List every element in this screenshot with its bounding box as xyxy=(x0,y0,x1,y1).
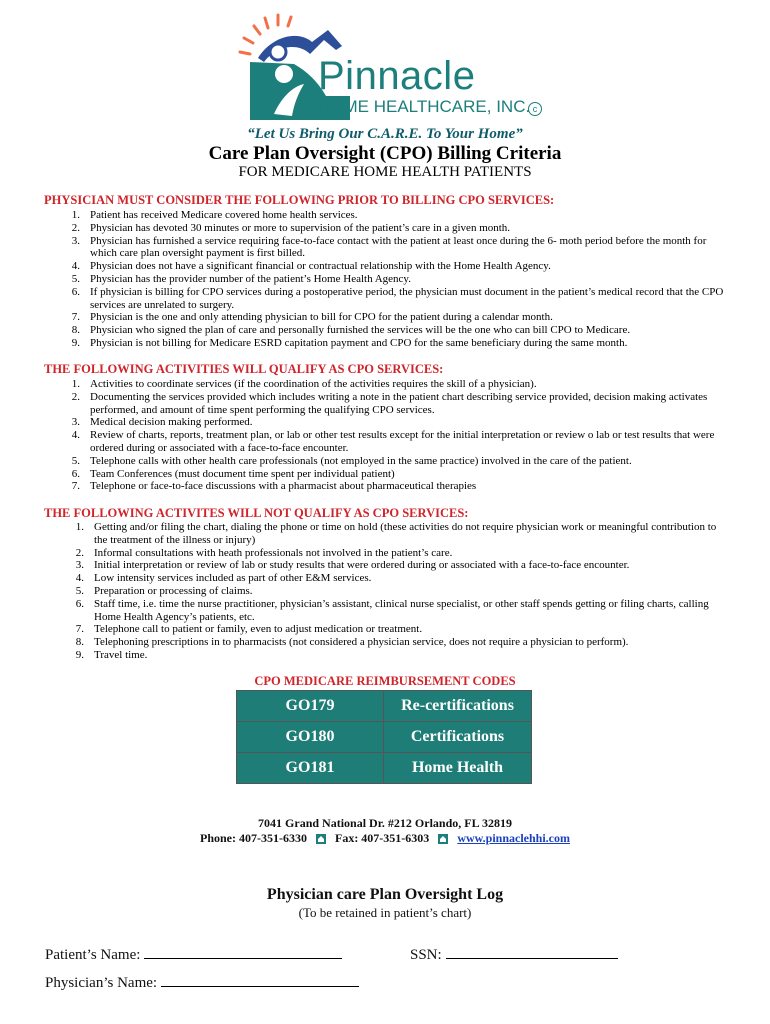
list-item: 6. Team Conferences (must document time spent per individual patient) xyxy=(71,467,395,480)
table-row xyxy=(237,722,532,753)
tagline: “Let Us Bring Our C.A.R.E. To Your Home” xyxy=(247,126,523,142)
list-item: 9. Travel time. xyxy=(75,648,148,661)
website-link[interactable]: www.pinnaclehhi.com xyxy=(457,831,570,845)
ssn-label: SSN: xyxy=(410,947,442,963)
physician-name-field xyxy=(45,972,359,992)
list-item: 7. Telephone call to patient or family, even to adjust medication or treatment. xyxy=(75,623,423,636)
list-item: 2. Informal consultations with heath professionals not involved in the patient’s care. xyxy=(75,546,453,559)
phone-number: Phone: 407-351-6330 xyxy=(199,831,307,845)
house-icon xyxy=(316,834,326,844)
list-item: 7. Physician is the one and only attending physician to bill for CPO for the patient during a calendar month. xyxy=(71,311,553,324)
logo-name: Pinnacle xyxy=(318,54,476,98)
list-item: 6. If physician is billing for CPO services during a postoperative period, the physician must document in the patient’s medical record that the CPO services are unrelated to surgery. xyxy=(71,285,724,311)
list-item: 5. Preparation or processing of claims. xyxy=(75,584,253,597)
list-item: 4. Review of charts, reports, treatment plan, or lab or other test results except for the initial interpretation or review o lab or test results that were ordered during or associated with a face-to-face encounter. xyxy=(71,429,715,454)
physician-name-blank[interactable] xyxy=(161,972,359,987)
table-row xyxy=(237,691,532,722)
patient-name-blank[interactable] xyxy=(144,944,342,959)
list-item: 3. Physician has furnished a service requiring face-to-face contact with the patient at least once during the 6- moth period before the month for which care plan oversight payment is first billed. xyxy=(71,234,707,260)
list-item: 1. Patient has received Medicare covered home health services. xyxy=(71,209,358,221)
section2-list xyxy=(66,378,726,493)
code-cell: GO181 xyxy=(237,753,384,784)
table-row xyxy=(237,753,532,784)
list-item: 3. Medical decision making performed. xyxy=(71,416,253,429)
list-item: 2. Physician has devoted 30 minutes or more to supervision of the patient’s care in a given month. xyxy=(71,221,511,234)
codes-table xyxy=(236,690,532,784)
page-title: Care Plan Oversight (CPO) Billing Criteria xyxy=(208,143,562,164)
code-description-cell: Home Health xyxy=(384,753,532,784)
contact-line xyxy=(0,831,770,846)
code-cell: GO180 xyxy=(237,722,384,753)
log-title: Physician care Plan Oversight Log xyxy=(266,886,504,903)
list-item: 9. Physician is not billing for Medicare ESRD capitation payment and CPO for the same beneficiary during the same month. xyxy=(71,336,628,349)
section1-heading: PHYSICIAN MUST CONSIDER THE FOLLOWING PRIOR TO BILLING CPO SERVICES: xyxy=(44,193,555,207)
code-cell: GO179 xyxy=(237,691,384,722)
list-item: 3. Initial interpretation or review of lab or study results that were ordered during or associated with a face-to-face encounter. xyxy=(75,559,630,572)
fax-number: Fax: 407-351-6303 xyxy=(334,831,430,845)
log-subtitle: (To be retained in patient’s chart) xyxy=(298,905,472,920)
section1-list xyxy=(66,209,726,350)
logo-subtitle: HOME HEALTHCARE, INC. xyxy=(318,97,531,116)
physician-name-label: Physician’s Name: xyxy=(45,975,158,991)
list-item: 5. Telephone calls with other health care professionals (not employed in the same practice) involved in the care of the patient. xyxy=(71,454,632,467)
list-item: 2. Documenting the services provided which includes writing a note in the patient chart describing service provided, decision making activates performed, and amount of time spent performing the qualifying CPO services. xyxy=(71,390,708,416)
page-subtitle: FOR MEDICARE HOME HEALTH PATIENTS xyxy=(238,164,532,180)
patient-name-label: Patient’s Name: xyxy=(45,947,141,963)
section2-heading: THE FOLLOWING ACTIVITIES WILL QUALIFY AS CPO SERVICES: xyxy=(44,362,444,376)
section3-heading: THE FOLLOWING ACTIVITES WILL NOT QUALIFY AS CPO SERVICES: xyxy=(44,506,469,520)
list-item: 7. Telephone or face-to-face discussions with a pharmacist about pharmaceutical therapies xyxy=(71,480,477,493)
list-item: 6. Staff time, i.e. time the nurse practitioner, physician’s assistant, clinical nurse specialist, or other staff spends getting or filing charts, calling Home Health Agency’s patients, etc. xyxy=(75,597,709,623)
list-item: 4. Low intensity services included as part of other E&M services. xyxy=(75,572,372,585)
list-item: 1. Getting and/or filing the chart, dialing the phone or time on hold (these activities do not require physician work or meaningful contribution to the treatment of the illness or injury) xyxy=(75,521,717,546)
list-item: 8. Telephoning prescriptions in to pharmacists (not considered a physician service, does not require a physician to perform). xyxy=(75,636,629,649)
house-icon xyxy=(438,834,448,844)
address: 7041 Grand National Dr. #212 Orlando, FL 32819 xyxy=(258,816,512,830)
patient-name-field xyxy=(45,944,342,964)
list-item: 8. Physician who signed the plan of care and personally furnished the services will be the one who can bill CPO to Medicare. xyxy=(71,324,631,337)
ssn-blank[interactable] xyxy=(446,944,618,959)
list-item: 4. Physician does not have a significant financial or contractual relationship with the Home Health Agency. xyxy=(71,260,551,273)
codes-heading: CPO MEDICARE REIMBURSEMENT CODES xyxy=(254,674,516,688)
code-description-cell: Certifications xyxy=(384,722,532,753)
code-description-cell: Re-certifications xyxy=(384,691,532,722)
section3-list xyxy=(70,521,726,662)
ssn-field xyxy=(410,944,618,964)
list-item: 1. Activities to coordinate services (if the coordination of the activities requires the skill of a physician). xyxy=(71,378,537,390)
copyright-mark: c xyxy=(528,102,542,116)
list-item: 5. Physician has the provider number of the patient’s Home Health Agency. xyxy=(71,272,411,285)
